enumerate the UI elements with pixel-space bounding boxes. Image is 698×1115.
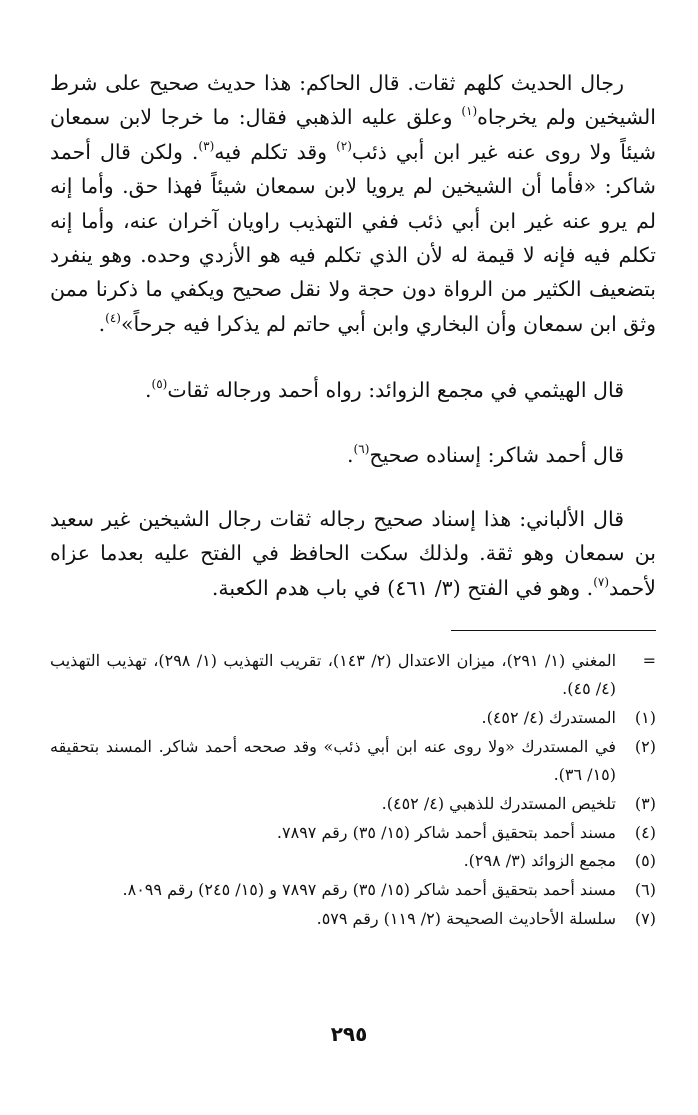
- footnote-item: [50, 847, 656, 875]
- footnote-item: [50, 647, 656, 703]
- footnote-item: [50, 819, 656, 847]
- footnote-item: [50, 876, 656, 904]
- text-run: .: [98, 311, 106, 336]
- footnote-ref-1[interactable]: (١): [461, 104, 478, 119]
- footnote-text: المغني (١/ ٢٩١)، ميزان الاعتدال (٢/ ١٤٣)، تقريب التهذيب (١/ ٢٩٨)، تهذيب التهذيب (٤/ ٤٥).: [50, 651, 617, 699]
- paragraph-hadith-narrators: [50, 66, 656, 341]
- footnote-separator: [451, 630, 656, 631]
- page-number: ٢٩٥: [330, 1022, 368, 1046]
- text-run: رجال الحديث كلهم ثقات. قال الحاكم: هذا حديث صحيح على شرط الشيخين ولم يخرجاه: [50, 71, 657, 130]
- text-run: وقد تكلم فيه: [214, 139, 337, 164]
- text-run: . وهو في الفتح (٣/ ٤٦١) في باب هدم الكعبة.: [211, 575, 594, 600]
- footnote-separator-wrap: [50, 605, 656, 647]
- footnote-item: [50, 733, 656, 789]
- footnote-text: في المستدرك «ولا روى عنه ابن أبي ذئب» وقد صححه أحمد شاكر. المسند بتحقيقه (١٥/ ٣٦).: [50, 736, 616, 785]
- footnote-ref-4[interactable]: (٤): [105, 310, 121, 325]
- footnote-item: [50, 905, 656, 933]
- text-run: . ولكن قال أحمد شاكر: «فأما أن الشيخين لم يرويا لابن سمعان شيئاً فهذا حق. وأما إنه لم يرو عنه غير ابن أبي ذئب ففي التهذيب راويان آخران عنه، وأما إنه تكلم فيه فإنه لا قيمة له لأن الذي تكلم فيه هو الأزدي وحده. وهو ينفرد بتضعيف الكثير من الرواة دون حجة ولا نقل صحيح ويكفي ما ذكرنا ممن وثق ابن سمعان وأن البخاري وابن أبي حاتم لم يذكرا فيه جرحاً»: [50, 139, 656, 336]
- footnote-ref-6[interactable]: (٦): [353, 441, 370, 456]
- text-run: قال الألباني: هذا إسناد صحيح رجاله ثقات رجال الشيخين غير سعيد بن سمعان وهو ثقة. ولذلك سكت الحافظ في الفتح عليه بعدما عزاه لأحمد: [50, 507, 656, 600]
- paragraph-ahmad-shakir: [50, 438, 656, 472]
- footnote-text: مسند أحمد بتحقيق أحمد شاكر (١٥/ ٣٥) رقم ٧٨٩٧ و (١٥/ ٢٤٥) رقم ٨٠٩٩.: [122, 879, 616, 899]
- footnote-number: (١): [634, 708, 656, 728]
- footnote-ref-7[interactable]: (٧): [593, 574, 610, 589]
- footnote-number: (٢): [634, 736, 656, 756]
- footnote-text: مجمع الزوائد (٣/ ٢٩٨).: [463, 851, 616, 871]
- footnote-text: سلسلة الأحاديث الصحيحة (٢/ ١١٩) رقم ٥٧٩.: [316, 908, 616, 928]
- text-run: قال أحمد شاكر: إسناده صحيح: [369, 442, 624, 467]
- footnote-number: (٤): [634, 822, 656, 842]
- footnote-number: (٧): [634, 908, 656, 928]
- footnote-text: مسند أحمد بتحقيق أحمد شاكر (١٥/ ٣٥) رقم ٧٨٩٧.: [276, 822, 616, 842]
- paragraph-albani: [50, 502, 656, 605]
- paragraph-haythami: [50, 373, 656, 407]
- footnote-ref-3[interactable]: (٣): [198, 138, 215, 153]
- page: [50, 66, 656, 1115]
- footnote-text: تلخيص المستدرك للذهبي (٤/ ٤٥٢).: [381, 793, 616, 813]
- text-run: وعلق عليه الذهبي فقال: ما خرجا لابن سمعان شيئاً ولا روى عنه غير ابن أبي ذئب: [50, 105, 656, 164]
- text-run: .: [347, 442, 354, 467]
- footnote-number: (٦): [634, 879, 656, 899]
- footnote-ref-5[interactable]: (٥): [151, 377, 168, 392]
- footnote-number: =: [642, 651, 656, 671]
- footnote-number: (٥): [634, 851, 656, 871]
- footnote-item: [50, 704, 656, 732]
- footnote-text: المستدرك (٤/ ٤٥٢).: [481, 708, 616, 728]
- text-run: .: [144, 378, 152, 403]
- text-run: قال الهيثمي في مجمع الزوائد: رواه أحمد ورجاله ثقات: [167, 378, 624, 403]
- footnotes: [50, 647, 656, 933]
- footnote-ref-2[interactable]: (٢): [336, 138, 352, 153]
- footnote-number: (٣): [634, 793, 656, 813]
- footnote-item: [50, 790, 656, 818]
